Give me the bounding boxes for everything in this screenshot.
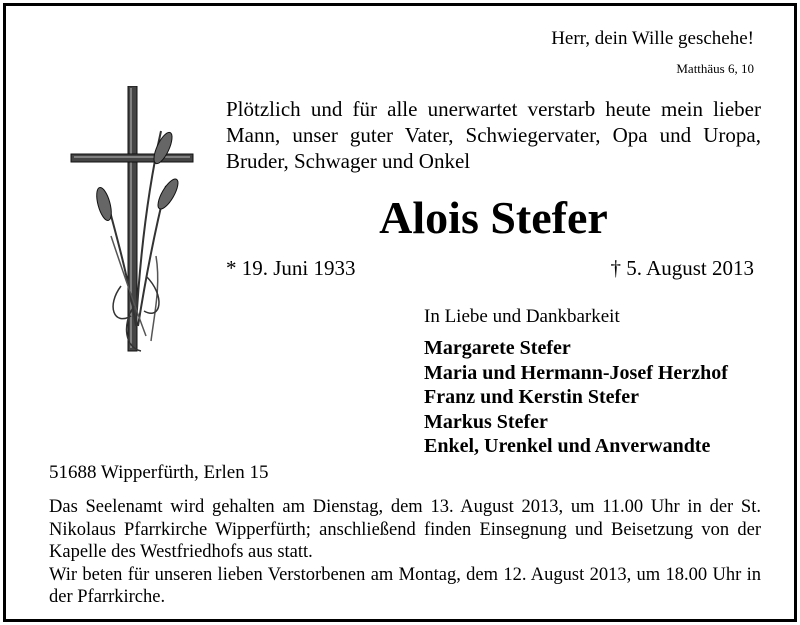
intro-text: Plötzlich und für alle unerwartet verstarb heute mein lieber Mann, unser guter Vater, Schwiegervater, Opa und Uropa, Bruder, Schwager und Onkel	[226, 97, 761, 173]
mourner: Margarete Stefer	[424, 337, 571, 359]
obituary-card	[3, 3, 797, 622]
prayer-notice-paragraph: Wir beten für unseren lieben Verstorbenen am Montag, dem 12. August 2013, um 18.00 Uhr in der Pfarrkirche.	[49, 564, 761, 607]
deceased-name: Alois Stefer	[379, 192, 608, 243]
motto: Herr, dein Wille geschehe!	[551, 28, 754, 49]
mourner: Markus Stefer	[424, 410, 548, 433]
address: 51688 Wipperfürth, Erlen 15	[49, 462, 269, 483]
death-date: † 5. August 2013	[610, 256, 754, 280]
mourner: Franz und Kerstin Stefer	[424, 386, 639, 408]
service-notice-paragraph: Das Seelenamt wird gehalten am Dienstag, dem 13. August 2013, um 11.00 Uhr in der St. Nikolaus Pfarrkirche Wipperfürth; anschließend finden Einsegnung und Beisetzung von der Kapelle des Westfriedhofs aus statt.	[49, 497, 761, 562]
cross-with-wheat-icon	[66, 86, 201, 356]
mourner: Maria und Hermann-Josef Herzhof	[424, 361, 728, 384]
motto-source: Matthäus 6, 10	[676, 61, 754, 76]
mourning-line: In Liebe und Dankbarkeit	[424, 306, 620, 327]
service-notice	[49, 496, 761, 609]
birth-date: * 19. Juni 1933	[226, 256, 356, 280]
mourner-list	[424, 336, 728, 459]
mourner: Enkel, Urenkel und Anverwandte	[424, 435, 711, 457]
